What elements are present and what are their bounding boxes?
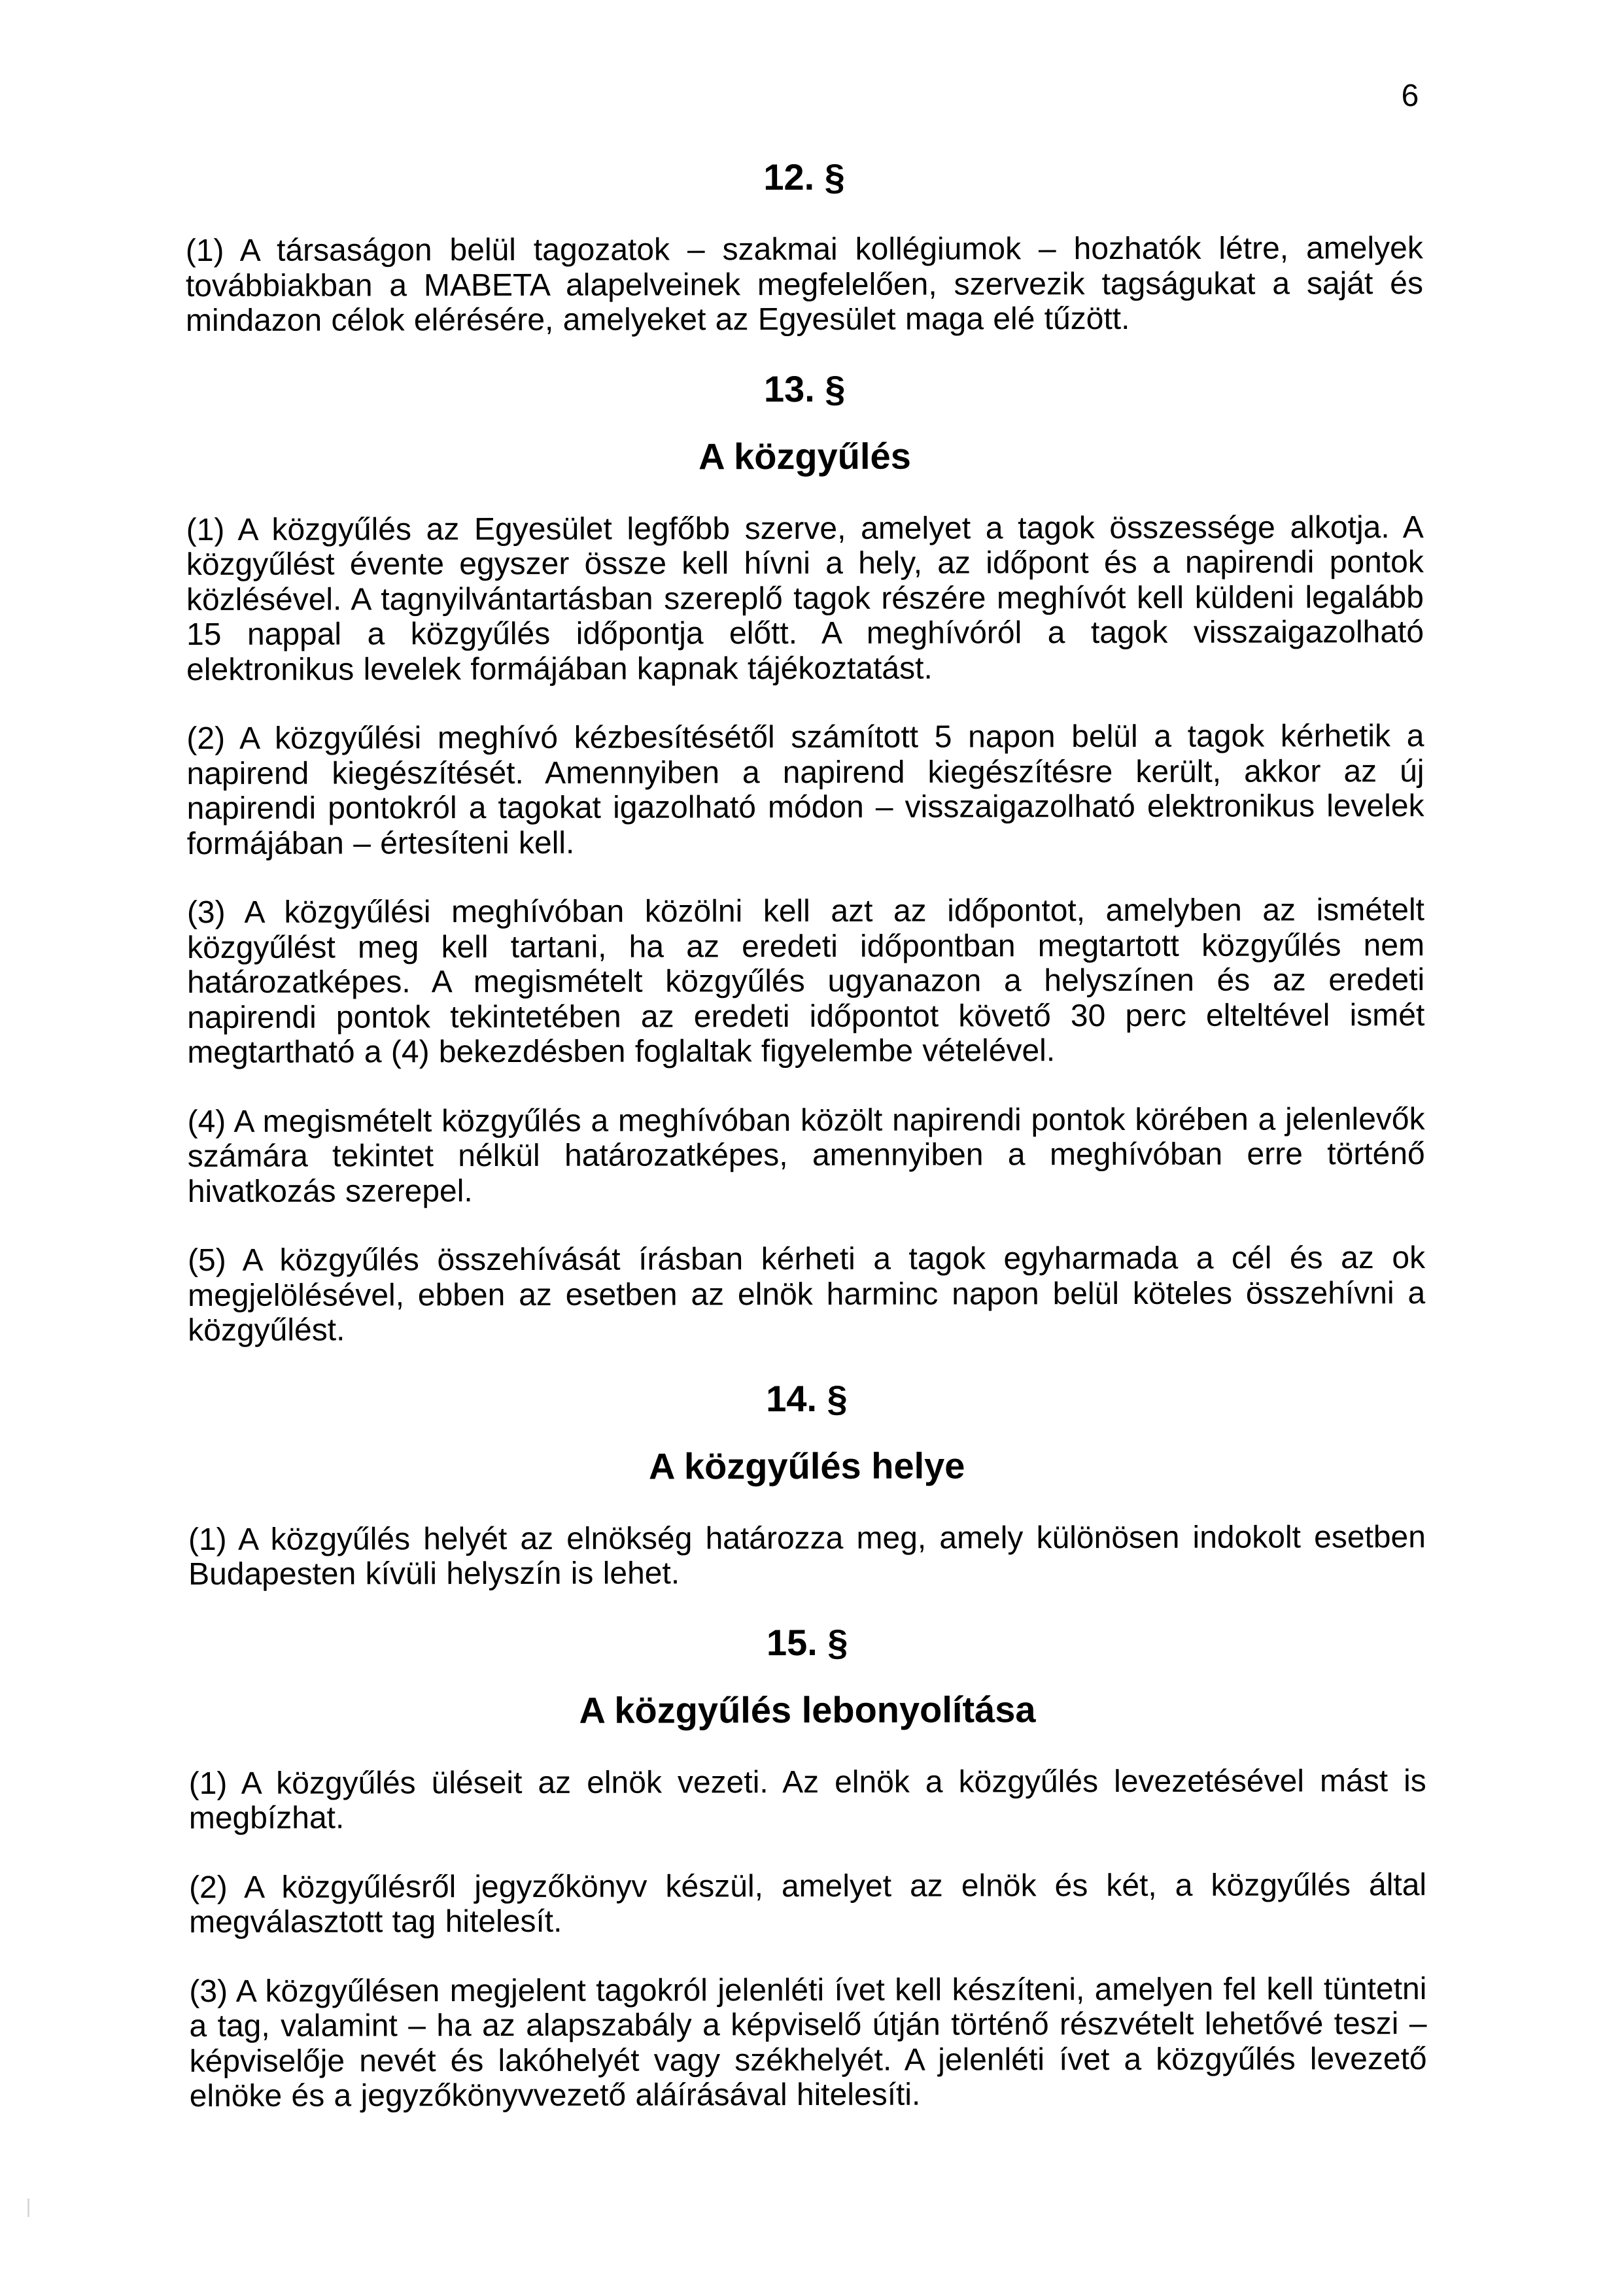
- section-13-paragraph-5: (5) A közgyűlés összehívását írásban kérheti a tagok egyharmada a cél és az ok megjelölésével, ebben az esetben az elnök harminc napon belül köteles összehívni a közgyűlést.: [187, 1241, 1426, 1348]
- section-15-subheading: A közgyűlés lebonyolítása: [579, 1688, 1036, 1731]
- section-15-paragraph-2: (2) A közgyűlésről jegyzőkönyv készül, amelyet az elnök és két, a közgyűlés által megválasztott tag hitelesít.: [188, 1867, 1427, 1940]
- section-15-paragraph-3: (3) A közgyűlésen megjelent tagokról jelenléti ívet kell készíteni, amelyen fel kell tüntetni a tag, valamint – ha az alapszabály a képviselő útján történő részvételt lehetővé teszi – képviselője nevét és lakóhelyét vagy székhelyét. A jelenléti ívet a közgyűlés levezető elnöke és a jegyzőkönyvvezető aláírásával hitelesíti.: [189, 1971, 1427, 2114]
- section-13-heading: 13. §: [763, 368, 846, 409]
- section-14-heading: 14. §: [766, 1377, 848, 1419]
- section-13-paragraph-2: (2) A közgyűlési meghívó kézbesítésétől számított 5 napon belül a tagok kérhetik a napirend kiegészítését. Amennyiben a napirend kiegészítésre került, akkor az új napirendi pontokról a tagokat igazolható módon – visszaigazolható elektronikus levelek formájában – értesíteni kell.: [186, 719, 1424, 861]
- section-14-subheading: A közgyűlés helye: [648, 1445, 965, 1487]
- section-12-heading: 12. §: [763, 156, 845, 198]
- section-14-paragraph-1: (1) A közgyűlés helyét az elnökség határozza meg, amely különösen indokolt esetben Budapesten kívüli helyszín is lehet.: [188, 1519, 1426, 1592]
- section-13-paragraph-3: (3) A közgyűlési meghívóban közölni kell azt az időpontot, amelyben az ismételt közgyűlést meg kell tartani, ha az eredeti időpontban megtartott közgyűlés nem határozatképes. A megismételt közgyűlés ugyanazon a helyszínen és az eredeti napirendi pontok tekintetében az eredeti időpontot követő 30 perc elteltével ismét megtartható a (4) bekezdésben foglaltak figyelembe vételével.: [186, 893, 1425, 1071]
- page-number: 6: [1401, 78, 1419, 114]
- section-13-subheading: A közgyűlés: [699, 435, 911, 477]
- section-13-paragraph-4: (4) A megismételt közgyűlés a meghívóban közölt napirendi pontok körében a jelenlevők számára tekintet nélkül határozatképes, amennyiben a meghívóban erre történő hivatkozás szerepel.: [187, 1101, 1425, 1209]
- section-15-heading: 15. §: [766, 1621, 848, 1663]
- scan-artifact: [27, 2199, 29, 2217]
- section-15-paragraph-1: (1) A közgyűlés üléseit az elnök vezeti. Az elnök a közgyűlés levezetésével mást is megbízhat.: [188, 1763, 1426, 1836]
- section-13-paragraph-1: (1) A közgyűlés az Egyesület legfőbb szerve, amelyet a tagok összessége alkotja. A közgyűlést évente egyszer össze kell hívni a hely, az időpont és a napirendi pontok közlésével. A tagnyilvántartásban szereplő tagok részére meghívót kell küldeni legalább 15 nappal a közgyűlés időpontja előtt. A meghívóról a tagok visszaigazolható elektronikus levelek formájában kapnak tájékoztatást.: [186, 509, 1424, 687]
- section-12-paragraph-1: (1) A társaságon belül tagozatok – szakmai kollégiumok – hozhatók létre, amelyek továbbiakban a MABETA alapelveinek megfelelően, szervezik tagságukat a saját és mindazon célok elérésére, amelyeket az Egyesület maga elé tűzött.: [185, 231, 1423, 339]
